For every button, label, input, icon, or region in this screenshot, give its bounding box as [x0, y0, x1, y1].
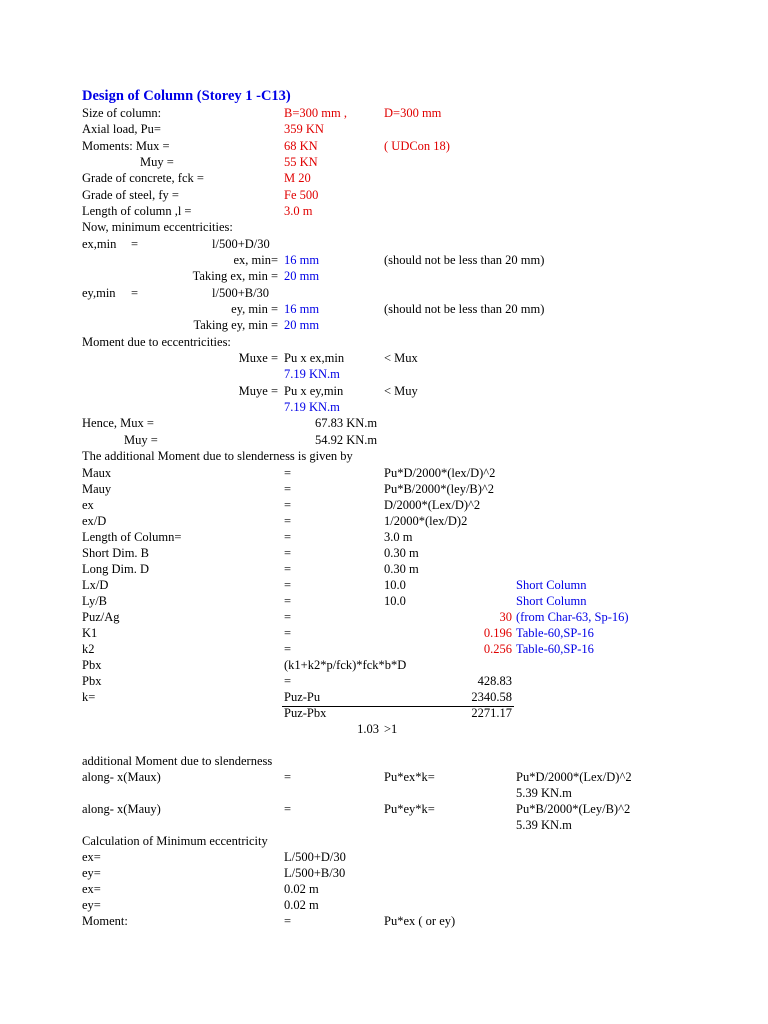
slender-eq: = — [284, 498, 292, 512]
eymin-calc-value: 16 mm — [284, 302, 320, 316]
slender-eq: = — [284, 514, 292, 528]
exmin-note: (should not be less than 20 mm) — [384, 253, 545, 267]
slender-label: k2 — [82, 642, 95, 656]
exmin-label: ex,min — [82, 237, 117, 251]
mauy-label: along- x(Mauy) — [82, 802, 161, 816]
slender-row — [0, 561, 768, 577]
k-denominator-label: Puz-Pbx — [284, 706, 327, 720]
length-label: Length of column ,l = — [82, 204, 192, 218]
mincalc-label: ey= — [82, 898, 101, 912]
slender-heading-row — [0, 448, 768, 464]
slender-value: 1/2000*(lex/D)2 — [384, 514, 468, 528]
eymin-row — [0, 285, 768, 301]
k-compare: >1 — [384, 722, 398, 736]
mauy-row — [0, 801, 768, 817]
pbx-label-2: Pbx — [82, 674, 102, 688]
page-title: Design of Column (Storey 1 -C13) — [82, 88, 291, 104]
mauy-formula: Pu*B/2000*(Ley/B)^2 — [516, 802, 631, 816]
mincalc-label: ey= — [82, 866, 101, 880]
slender-label: Maux — [82, 466, 112, 480]
slender-label: Lx/D — [82, 578, 109, 592]
fck-row — [0, 170, 768, 186]
mincalc-value: 0.02 m — [284, 882, 319, 896]
slender-value: Pu*D/2000*(lex/D)^2 — [384, 466, 496, 480]
length-value: 3.0 m — [284, 204, 313, 218]
slender-heading: The additional Moment due to slenderness is given by — [82, 449, 353, 463]
slender-value: 0.30 m — [384, 546, 419, 560]
slender-eq: = — [284, 530, 292, 544]
slender-value: Pu*B/2000*(ley/B)^2 — [384, 482, 495, 496]
exmin-take-value: 20 mm — [284, 269, 320, 283]
slender-value: 0.30 m — [384, 562, 419, 576]
muye-formula: Pu x ey,min — [284, 384, 344, 398]
exmin-calc-label: ex, min= — [233, 253, 278, 267]
slender-label: Ly/B — [82, 594, 108, 608]
eymin-eq: = — [131, 286, 139, 300]
fck-label: Grade of concrete, fck = — [82, 171, 204, 185]
slender-value: 10.0 — [384, 578, 406, 592]
k-label: k= — [82, 690, 96, 704]
moment-heading: Moment due to eccentricities: — [82, 335, 231, 349]
slender-note: (from Char-63, Sp-16) — [516, 610, 629, 624]
slender-eq: = — [284, 642, 292, 656]
mux-note: ( UDCon 18) — [384, 139, 450, 153]
muye-label: Muye = — [238, 384, 278, 398]
muye-row — [0, 383, 768, 399]
hence-muy-label: Muy = — [124, 433, 158, 447]
slender-eq: = — [284, 562, 292, 576]
axial-value: 359 KN — [284, 122, 324, 136]
mincalc-row — [0, 865, 768, 881]
mincalc-heading: Calculation of Minimum eccentricity — [82, 834, 268, 848]
slender-note: Short Column — [516, 594, 587, 608]
slender-label: Puz/Ag — [82, 610, 120, 624]
muy-label: Muy = — [140, 155, 174, 169]
muxe-value-row — [0, 366, 768, 382]
fy-label: Grade of steel, fy = — [82, 188, 179, 202]
size-b-value: B=300 mm , — [284, 106, 347, 120]
axial-label: Axial load, Pu= — [82, 122, 161, 136]
mincalc-moment-eq: = — [284, 914, 292, 928]
fck-value: M 20 — [284, 171, 311, 185]
slender-num: 30 — [499, 610, 512, 624]
slender-row — [0, 481, 768, 497]
muxe-row — [0, 350, 768, 366]
muye-value-row — [0, 399, 768, 415]
slender-label: Long Dim. D — [82, 562, 150, 576]
axial-row — [0, 121, 768, 137]
mauy-value-row — [0, 817, 768, 833]
slender-row — [0, 609, 768, 625]
title-row — [0, 87, 768, 105]
slender-eq: = — [284, 482, 292, 496]
eymin-label: ey,min — [82, 286, 116, 300]
slender-eq: = — [284, 594, 292, 608]
slender-value: 10.0 — [384, 594, 406, 608]
eymin-take-label: Taking ey, min = — [193, 318, 278, 332]
additional-heading-row — [0, 753, 768, 769]
maux-row — [0, 769, 768, 785]
slender-row — [0, 497, 768, 513]
exmin-formula: l/500+D/30 — [212, 237, 270, 251]
slender-num: 0.256 — [483, 642, 512, 656]
slender-num: 0.196 — [483, 626, 512, 640]
hence-muy-row — [0, 432, 768, 448]
muxe-value: 7.19 KN.m — [284, 367, 340, 381]
hence-mux-value: 67.83 KN.m — [315, 416, 378, 430]
eymin-note: (should not be less than 20 mm) — [384, 302, 545, 316]
muye-value: 7.19 KN.m — [284, 400, 340, 414]
length-row — [0, 203, 768, 219]
muye-compare: < Muy — [384, 384, 418, 398]
fy-value: Fe 500 — [284, 188, 319, 202]
k-result: 1.03 — [357, 722, 379, 736]
pbx-value-row — [0, 673, 768, 689]
muxe-label: Muxe = — [238, 351, 278, 365]
slender-row — [0, 545, 768, 561]
slender-row — [0, 465, 768, 481]
slender-value: 3.0 m — [384, 530, 413, 544]
slender-row — [0, 529, 768, 545]
slender-row — [0, 577, 768, 593]
mincalc-heading-row — [0, 833, 768, 849]
exmin-take-row — [0, 268, 768, 284]
size-row — [0, 105, 768, 121]
slender-label: Mauy — [82, 482, 112, 496]
slender-eq: = — [284, 466, 292, 480]
k-numerator-label: Puz-Pu — [284, 690, 321, 704]
pbx-value: 428.83 — [477, 674, 512, 688]
maux-expr: Pu*ex*k= — [384, 770, 435, 784]
muy-row — [0, 154, 768, 170]
mux-label: Moments: Mux = — [82, 139, 170, 153]
eymin-formula: l/500+B/30 — [212, 286, 270, 300]
mincalc-value: L/500+D/30 — [284, 850, 346, 864]
mincalc-row — [0, 897, 768, 913]
size-label: Size of column: — [82, 106, 162, 120]
slender-row — [0, 513, 768, 529]
ecc-heading: Now, minimum eccentricities: — [82, 220, 233, 234]
slender-eq: = — [284, 546, 292, 560]
k-denominator-value: 2271.17 — [471, 706, 512, 720]
eymin-take-row — [0, 317, 768, 333]
muy-value: 55 KN — [284, 155, 318, 169]
slender-row — [0, 625, 768, 641]
mincalc-value: L/500+B/30 — [284, 866, 346, 880]
ecc-heading-row — [0, 219, 768, 235]
eymin-calc-row — [0, 301, 768, 317]
hence-muy-value: 54.92 KN.m — [315, 433, 378, 447]
k-denominator-row — [0, 705, 768, 721]
exmin-calc-value: 16 mm — [284, 253, 320, 267]
slender-label: Short Dim. B — [82, 546, 150, 560]
mux-row — [0, 138, 768, 154]
mauy-expr: Pu*ey*k= — [384, 802, 435, 816]
maux-formula: Pu*D/2000*(Lex/D)^2 — [516, 770, 632, 784]
mauy-eq: = — [284, 802, 292, 816]
mincalc-moment-row — [0, 913, 768, 929]
additional-heading: additional Moment due to slenderness — [82, 754, 273, 768]
slender-label: ex/D — [82, 514, 107, 528]
slender-value: D/2000*(Lex/D)^2 — [384, 498, 481, 512]
slender-note: Table-60,SP-16 — [516, 642, 594, 656]
pbx-formula: (k1+k2*p/fck)*fck*b*D — [284, 658, 407, 672]
mincalc-moment-value: Pu*ex ( or ey) — [384, 914, 456, 928]
mincalc-label: ex= — [82, 882, 101, 896]
slender-eq: = — [284, 578, 292, 592]
eymin-calc-label: ey, min = — [231, 302, 278, 316]
mincalc-moment-label: Moment: — [82, 914, 128, 928]
maux-value-row — [0, 785, 768, 801]
mincalc-row — [0, 881, 768, 897]
exmin-take-label: Taking ex, min = — [192, 269, 278, 283]
mincalc-value: 0.02 m — [284, 898, 319, 912]
mincalc-label: ex= — [82, 850, 101, 864]
muxe-compare: < Mux — [384, 351, 418, 365]
moment-heading-row — [0, 334, 768, 350]
k-numerator-row — [0, 689, 768, 705]
exmin-row — [0, 236, 768, 252]
slender-row — [0, 593, 768, 609]
fy-row — [0, 187, 768, 203]
slender-eq: = — [284, 610, 292, 624]
eymin-take-value: 20 mm — [284, 318, 320, 332]
slender-label: Length of Column= — [82, 530, 182, 544]
mux-value: 68 KN — [284, 139, 318, 153]
slender-eq: = — [284, 626, 292, 640]
hence-mux-label: Hence, Mux = — [82, 416, 154, 430]
k-result-row — [0, 721, 768, 737]
k-numerator-value: 2340.58 — [471, 690, 512, 704]
hence-mux-row — [0, 415, 768, 431]
maux-label: along- x(Maux) — [82, 770, 161, 784]
size-d-value: D=300 mm — [384, 106, 442, 120]
exmin-eq: = — [131, 237, 139, 251]
slender-label: K1 — [82, 626, 98, 640]
pbx-eq: = — [284, 674, 292, 688]
exmin-calc-row — [0, 252, 768, 268]
maux-value: 5.39 KN.m — [516, 786, 572, 800]
maux-eq: = — [284, 770, 292, 784]
mauy-value: 5.39 KN.m — [516, 818, 572, 832]
slender-label: ex — [82, 498, 94, 512]
slender-note: Table-60,SP-16 — [516, 626, 594, 640]
slender-note: Short Column — [516, 578, 587, 592]
pbx-formula-row — [0, 657, 768, 673]
slender-row — [0, 641, 768, 657]
mincalc-row — [0, 849, 768, 865]
pbx-label: Pbx — [82, 658, 102, 672]
muxe-formula: Pu x ex,min — [284, 351, 345, 365]
